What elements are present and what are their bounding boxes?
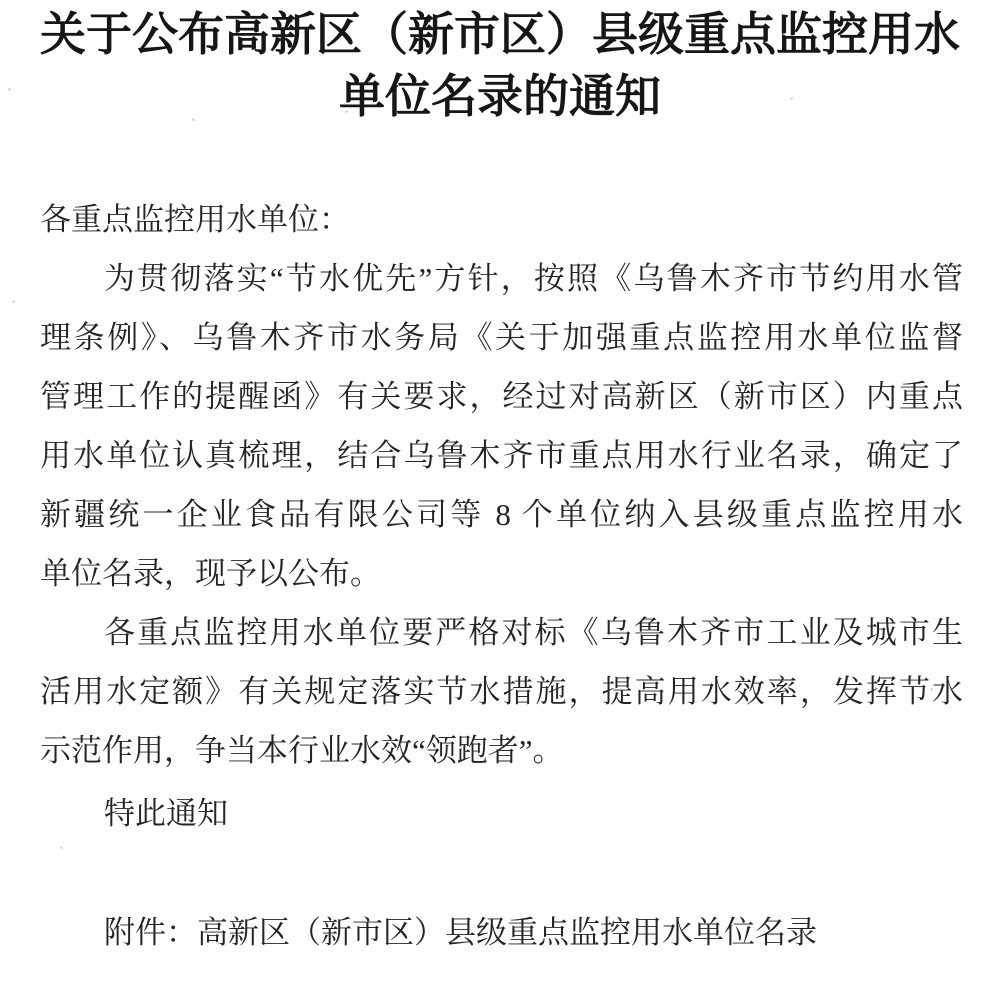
paragraph1-line-6: 单位名录，现予以公布。	[40, 556, 381, 591]
scan-speck	[345, 110, 348, 113]
paragraph1-line-3: 管理工作的提醒函》有关要求，经过对高新区（新市区）内重点	[40, 379, 963, 414]
closing-statement: 特此通知	[104, 796, 228, 831]
scan-speck	[60, 846, 63, 849]
salutation: 各重点监控用水单位：	[40, 202, 350, 237]
scan-speck	[12, 300, 15, 303]
attachment-reference: 附件：高新区（新市区）县级重点监控用水单位名录	[104, 915, 817, 950]
scan-speck	[930, 688, 933, 691]
title-line-1: 关于公布高新区（新市区）县级重点监控用水	[40, 9, 960, 60]
document-title	[0, 0, 1000, 128]
scan-speck	[8, 88, 11, 91]
scan-speck	[192, 118, 195, 121]
paragraph2-line-2: 活用水定额》有关规定落实节水措施，提高用水效率，发挥节水	[40, 674, 963, 709]
paragraph2-line-3: 示范作用，争当本行业水效“领跑者”。	[40, 733, 564, 768]
scan-speck	[790, 97, 793, 100]
document-body	[0, 190, 1000, 962]
paragraph1-line-5: 新疆统一企业食品有限公司等 8 个单位纳入县级重点监控用水	[40, 497, 963, 532]
title-line-2: 单位名录的通知	[339, 71, 661, 122]
paragraph1-line-2: 理条例》、乌鲁木齐市水务局《关于加强重点监控用水单位监督	[40, 320, 963, 355]
paragraph2-line-1: 各重点监控用水单位要严格对标《乌鲁木齐市工业及城市生	[104, 615, 963, 650]
paragraph1-line-1: 为贯彻落实“节水优先”方针，按照《乌鲁木齐市节约用水管	[104, 261, 963, 296]
paragraph1-line-4: 用水单位认真梳理，结合乌鲁木齐市重点用水行业名录，确定了	[40, 438, 963, 473]
